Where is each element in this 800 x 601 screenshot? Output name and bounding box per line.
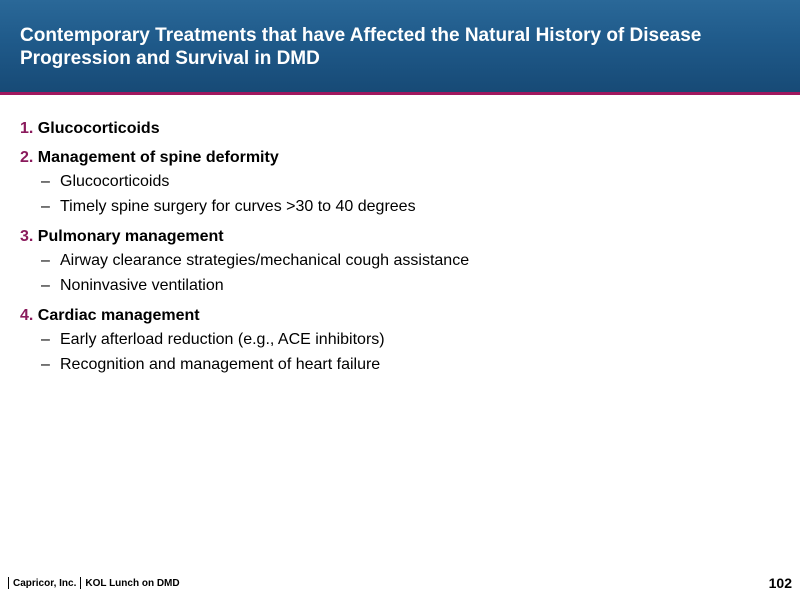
sub-item <box>20 194 780 219</box>
footer-event: KOL Lunch on DMD <box>85 577 180 589</box>
list-item-pulmonary <box>20 226 780 298</box>
sub-item-text: Airway clearance strategies/mechanical cough assistance <box>60 252 470 269</box>
list-item-glucocorticoids <box>20 118 780 140</box>
item-label: Management of spine deformity <box>37 149 279 166</box>
sub-item-text: Recognition and management of heart failure <box>60 356 381 373</box>
list-item-heading <box>20 118 780 140</box>
sub-item-text: Noninvasive ventilation <box>60 277 224 294</box>
footer-separator <box>80 577 81 589</box>
sub-item <box>20 327 780 352</box>
item-number: 2. <box>20 149 34 166</box>
dash-bullet: – <box>41 252 50 269</box>
item-label: Pulmonary management <box>37 228 224 245</box>
sub-item <box>20 169 780 194</box>
dash-bullet: – <box>41 277 50 294</box>
list-item-spine <box>20 147 780 219</box>
item-number: 3. <box>20 228 34 245</box>
sub-item <box>20 248 780 273</box>
footer <box>8 577 180 589</box>
dash-bullet: – <box>41 331 50 348</box>
dash-bullet: – <box>41 173 50 190</box>
sub-item-text: Glucocorticoids <box>60 173 170 190</box>
sub-item <box>20 352 780 377</box>
item-label: Glucocorticoids <box>37 120 160 137</box>
dash-bullet: – <box>41 356 50 373</box>
footer-company: Capricor, Inc. <box>13 577 77 589</box>
list-item-heading <box>20 226 780 248</box>
item-number: 4. <box>20 307 34 324</box>
slide-content <box>20 118 780 384</box>
footer-separator <box>8 577 9 589</box>
sub-item-text: Timely spine surgery for curves >30 to 40 degrees <box>60 198 416 215</box>
dash-bullet: – <box>41 198 50 215</box>
list-item-cardiac <box>20 305 780 377</box>
list-item-heading <box>20 147 780 169</box>
item-label: Cardiac management <box>37 307 200 324</box>
title-underline <box>0 92 800 95</box>
slide-title: Contemporary Treatments that have Affected the Natural History of Disease Progression and Survival in DMD <box>20 25 702 69</box>
sub-item-text: Early afterload reduction (e.g., ACE inhibitors) <box>60 331 385 348</box>
item-number: 1. <box>20 120 34 137</box>
list-item-heading <box>20 305 780 327</box>
page-number: 102 <box>768 575 792 591</box>
sub-item <box>20 273 780 298</box>
